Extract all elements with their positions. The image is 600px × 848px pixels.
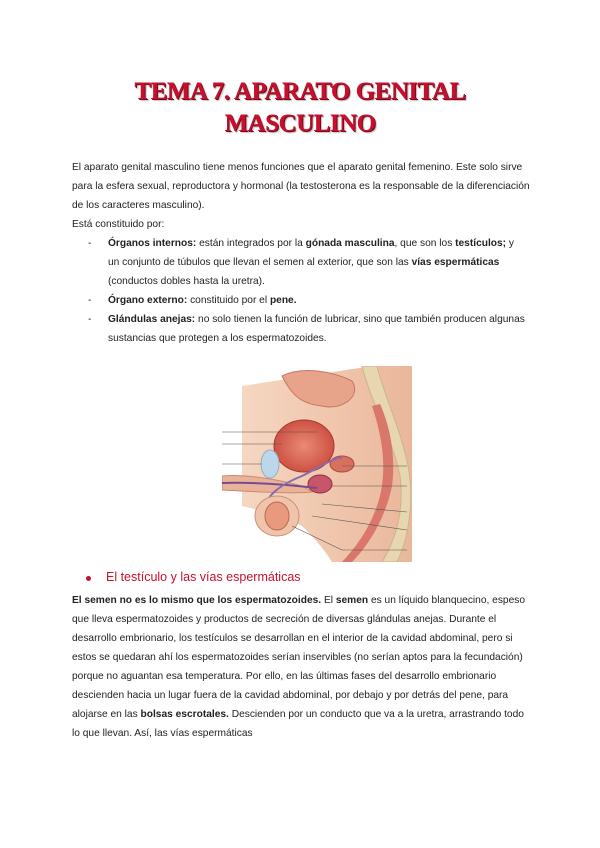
list-item-external-organ <box>88 291 528 310</box>
semen-term: semen <box>335 595 369 606</box>
title-line-2: MASCULINO <box>224 110 376 137</box>
para-text-2: es un líquido blanquecino, espeso que lleva espermatozoides y productos de secreción de diversas glándulas anejas. Durante el desarrollo embrionario, los testículos se desarrollan en el interior de la cavidad abdominal, pero si estos se quedaran ahí los espermatozoides serían inservibles (no serían aptos para la fecundación) porque no aguantan esa temperatura. Por ello, en las últimas fases del desarrollo embrionario descienden hacia un lugar fuera de la cavidad abdominal, por debajo y por detrás del pene, para alojarse en las <box>72 595 526 720</box>
intro-paragraph: El aparato genital masculino tiene menos funciones que el aparato genital femenino. Este solo sirve para la esfera sexual, reproductora y hormonal (la testosterona es la responsable de la diferenciación de los caracteres masculino). <box>72 162 530 211</box>
gonada-term: gónada masculina <box>305 238 395 249</box>
semen-not-sperm-phrase: El semen no es lo mismo que los espermatozoides. <box>72 595 322 606</box>
para-text-1: El <box>321 595 336 606</box>
section-heading-text: El testículo y las vías espermáticas <box>106 570 301 584</box>
testicle-paragraph <box>72 591 534 743</box>
internal-text-4: (conductos dobles hasta la uretra). <box>108 276 265 287</box>
prostate-shape <box>308 475 332 493</box>
anatomy-illustration <box>222 366 412 562</box>
glands-text-1: no solo tienen la función de lubricar, sino que también producen algunas sustancias que protegen a los espermatozoides. <box>108 314 525 344</box>
internal-organs-label: Órganos internos: <box>108 238 197 249</box>
bullet-dot-icon <box>86 576 91 581</box>
pene-term: pene. <box>269 295 297 306</box>
internal-text-3: y un conjunto de túbulos que llevan el semen al exterior, que son las <box>108 238 515 268</box>
internal-text-1: están integrados por la <box>196 238 306 249</box>
organ-list <box>88 234 528 348</box>
para-text-3: Descienden por un conducto que va a la uretra, arrastrando todo lo que llevan. Así, las vías espermáticas <box>72 709 524 739</box>
list-item-glands <box>88 310 528 348</box>
page-title <box>0 76 600 140</box>
vias-term: vías espermáticas <box>411 257 500 268</box>
external-text-1: constituido por el <box>187 295 270 306</box>
pubic-bone-shape <box>261 450 279 478</box>
seminal-vesicle-shape <box>330 456 354 472</box>
title-line-1: TEMA 7. APARATO GENITAL <box>134 78 466 105</box>
internal-text-2: , que son los <box>394 238 456 249</box>
constituted-label: Está constituido por: <box>72 219 165 230</box>
list-item-internal-organs <box>88 234 528 291</box>
glands-label: Glándulas anejas: <box>108 314 196 325</box>
testiculos-term: testículos; <box>455 238 507 249</box>
bolsas-term: bolsas escrotales. <box>140 709 229 720</box>
external-organ-label: Órgano externo: <box>108 295 188 306</box>
testis-shape <box>265 502 289 530</box>
section-heading <box>90 570 301 584</box>
